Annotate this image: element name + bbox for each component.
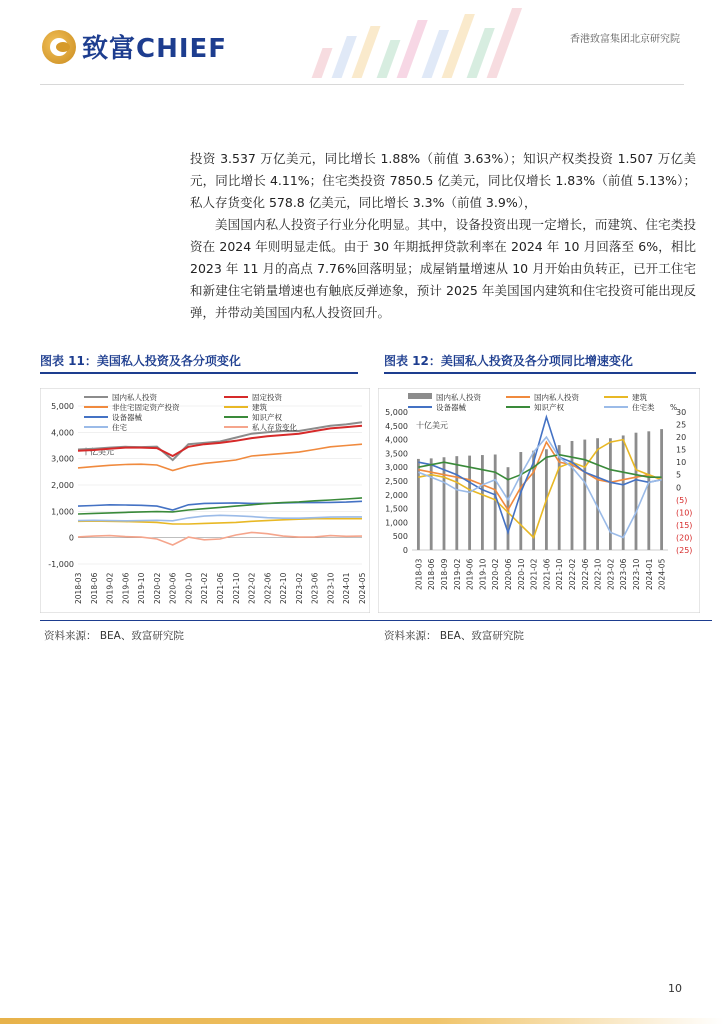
x-tick-label: 2021-10 bbox=[231, 572, 241, 604]
figure-11-source: 资料来源： BEA、致富研究院 bbox=[44, 630, 184, 642]
x-tick-label: 2023-10 bbox=[326, 572, 336, 604]
bar bbox=[622, 435, 625, 550]
x-tick-label: 2023-02 bbox=[606, 558, 616, 590]
x-tick-label: 2021-06 bbox=[216, 572, 225, 604]
figure-12-underline bbox=[384, 372, 696, 374]
legend-label: 设备器械 bbox=[112, 413, 142, 422]
logo-mark-icon bbox=[42, 30, 76, 64]
unit-label: 十亿美元 bbox=[82, 447, 114, 457]
page-number: 10 bbox=[668, 982, 682, 995]
x-tick-label: 2018-06 bbox=[427, 558, 437, 590]
x-tick-label: 2021-02 bbox=[529, 558, 539, 590]
left-tick-label: 4,000 bbox=[385, 435, 408, 445]
x-tick-label: 2019-02 bbox=[105, 572, 115, 604]
x-tick-label: 2022-06 bbox=[580, 558, 590, 590]
legend-label: 知识产权 bbox=[252, 413, 282, 422]
bar bbox=[519, 452, 522, 550]
x-tick-label: 2020-06 bbox=[168, 572, 178, 604]
x-tick-label: 2024-05 bbox=[657, 558, 667, 590]
y-tick-label: 3,000 bbox=[51, 454, 74, 464]
figure-11-underline bbox=[40, 372, 358, 374]
x-tick-label: 2022-02 bbox=[568, 558, 577, 590]
left-tick-label: 2,000 bbox=[385, 490, 408, 500]
chart-private-investment bbox=[40, 388, 370, 613]
bar bbox=[455, 456, 458, 550]
x-tick-label: 2024-05 bbox=[358, 572, 367, 604]
institute-name: 香港致富集团北京研究院 bbox=[570, 34, 680, 45]
x-tick-label: 2018-03 bbox=[74, 572, 83, 604]
legend-label: 固定投资 bbox=[252, 393, 282, 402]
left-tick-label: 3,500 bbox=[385, 449, 408, 459]
legend-label: 国内私人投资 bbox=[534, 393, 579, 402]
figure-bottom-rule bbox=[40, 620, 712, 621]
x-tick-label: 2021-02 bbox=[200, 572, 210, 604]
legend-label: 建筑 bbox=[632, 393, 647, 402]
x-tick-label: 2020-06 bbox=[504, 558, 513, 590]
left-tick-label: 1,000 bbox=[385, 518, 408, 528]
bar bbox=[647, 431, 650, 550]
paragraph-2 bbox=[190, 214, 696, 324]
left-tick-label: 3,000 bbox=[385, 463, 408, 473]
x-tick-label: 2019-10 bbox=[478, 558, 488, 590]
x-tick-label: 2024-01 bbox=[342, 572, 352, 604]
left-tick-label: 4,500 bbox=[385, 421, 408, 431]
right-tick-label: 30 bbox=[676, 408, 687, 417]
bar bbox=[583, 440, 586, 550]
header-decoration bbox=[310, 0, 570, 90]
y-tick-label: 2,000 bbox=[51, 481, 74, 490]
right-tick-label: (5) bbox=[676, 495, 688, 505]
x-tick-label: 2022-10 bbox=[593, 558, 603, 590]
bar bbox=[660, 429, 663, 550]
page-header bbox=[0, 0, 724, 90]
y-tick-label: 1,000 bbox=[51, 507, 74, 517]
x-tick-label: 2022-02 bbox=[247, 572, 257, 604]
unit-label: 十亿美元 bbox=[416, 421, 448, 430]
figure-11-title: 图表 11：美国私人投资及各分项变化 bbox=[40, 354, 241, 368]
y-tick-label: 5,000 bbox=[51, 402, 74, 411]
x-tick-label: 2019-06 bbox=[121, 572, 131, 604]
left-tick-label: 5,000 bbox=[385, 408, 408, 417]
legend-label: 知识产权 bbox=[534, 403, 564, 412]
right-tick-label: 0 bbox=[676, 483, 682, 493]
bar bbox=[596, 438, 599, 550]
legend-label: 国内私人投资 bbox=[112, 393, 157, 402]
paragraph-1-text: 投资 3.537 万亿美元，同比增长 1.88%（前值 3.63%）；知识产权类投资 1.507 万亿美元，同比增长 4.11%；住宅类投资 7850.5 亿美元，同比仅增长 1.83%（前值 5.13%）；私人存货变化 578.8 亿美元，同比增长 3.3%（前值 3.9%）， bbox=[190, 151, 696, 210]
x-tick-label: 2019-06 bbox=[465, 558, 475, 590]
legend-label: 非住宅固定资产投资 bbox=[112, 403, 180, 412]
footer-bar bbox=[0, 1018, 724, 1024]
x-tick-label: 2024-01 bbox=[644, 558, 654, 590]
bar bbox=[443, 457, 446, 550]
right-tick-label: (25) bbox=[676, 546, 693, 555]
x-tick-label: 2018-09 bbox=[440, 558, 449, 590]
bar bbox=[635, 433, 638, 550]
left-tick-label: 2,500 bbox=[385, 477, 408, 486]
right-tick-label: 10 bbox=[676, 458, 687, 468]
right-tick-label: (10) bbox=[676, 508, 693, 518]
figure-12-source: 资料来源： BEA、致富研究院 bbox=[384, 630, 524, 642]
bar bbox=[494, 455, 497, 550]
x-tick-label: 2023-02 bbox=[294, 572, 304, 604]
left-tick-label: 1,500 bbox=[385, 504, 408, 514]
logo-text: 致富CHIEF bbox=[82, 34, 228, 64]
x-tick-label: 2018-03 bbox=[414, 558, 424, 590]
x-tick-label: 2023-10 bbox=[632, 558, 641, 590]
x-tick-label: 2019-10 bbox=[137, 572, 147, 604]
x-tick-label: 2023-06 bbox=[310, 572, 320, 604]
company-logo bbox=[42, 28, 227, 65]
chart-investment-yoy bbox=[378, 388, 700, 613]
left-tick-label: 0 bbox=[402, 546, 408, 555]
right-tick-label: (15) bbox=[676, 520, 693, 530]
legend-label: 私人存货变化 bbox=[252, 423, 297, 432]
figure-12-title: 图表 12：美国私人投资及各分项同比增速变化 bbox=[384, 354, 633, 368]
legend-label: 国内私人投资 bbox=[436, 393, 481, 402]
right-tick-label: 5 bbox=[676, 470, 682, 480]
x-tick-label: 2020-02 bbox=[491, 558, 501, 590]
y-tick-label: 0 bbox=[68, 533, 74, 543]
legend-label: 建筑 bbox=[252, 403, 267, 412]
x-tick-label: 2021-10 bbox=[555, 558, 565, 590]
x-tick-label: 2019-02 bbox=[452, 558, 462, 590]
x-tick-label: 2021-06 bbox=[542, 558, 552, 590]
x-tick-label: 2023-06 bbox=[619, 558, 629, 590]
bar bbox=[468, 456, 471, 550]
legend-label: 住宅 bbox=[112, 423, 127, 432]
y-tick-label: -1,000 bbox=[48, 560, 74, 569]
paragraph-1 bbox=[190, 148, 696, 214]
legend-swatch bbox=[408, 393, 432, 399]
x-tick-label: 2022-06 bbox=[263, 572, 273, 604]
right-tick-label: 15 bbox=[676, 445, 687, 455]
left-tick-label: 500 bbox=[392, 532, 408, 542]
x-tick-label: 2022-10 bbox=[279, 572, 289, 604]
legend-label: 住宅类 bbox=[632, 403, 655, 412]
x-tick-label: 2020-10 bbox=[516, 558, 526, 590]
right-tick-label: (20) bbox=[676, 533, 693, 543]
right-unit-label: % bbox=[670, 403, 678, 412]
legend-label: 设备器械 bbox=[436, 403, 466, 412]
header-divider bbox=[40, 84, 684, 85]
x-tick-label: 2018-06 bbox=[89, 572, 99, 604]
x-tick-label: 2020-02 bbox=[152, 572, 162, 604]
right-tick-label: 20 bbox=[676, 433, 687, 443]
y-tick-label: 4,000 bbox=[51, 428, 74, 438]
right-tick-label: 25 bbox=[676, 420, 687, 430]
paragraph-2-text: 美国国内私人投资子行业分化明显。其中，设备投资出现一定增长，而建筑、住宅类投资在 2024 年则明显走低。由于 30 年期抵押贷款利率在 2024 年 10 月回落至 6%，相比 2023 年 11 月的高点 7.76%回落明显；成屋销量增速从 10 月开始由负转正，已开工住宅和新建住宅销量增速也有触底反弹迹象，预计 2025 年美国国内建筑和住宅投资可能出现反弹，并带动美国国内私人投资回升。 bbox=[190, 217, 696, 320]
x-tick-label: 2020-10 bbox=[184, 572, 194, 604]
